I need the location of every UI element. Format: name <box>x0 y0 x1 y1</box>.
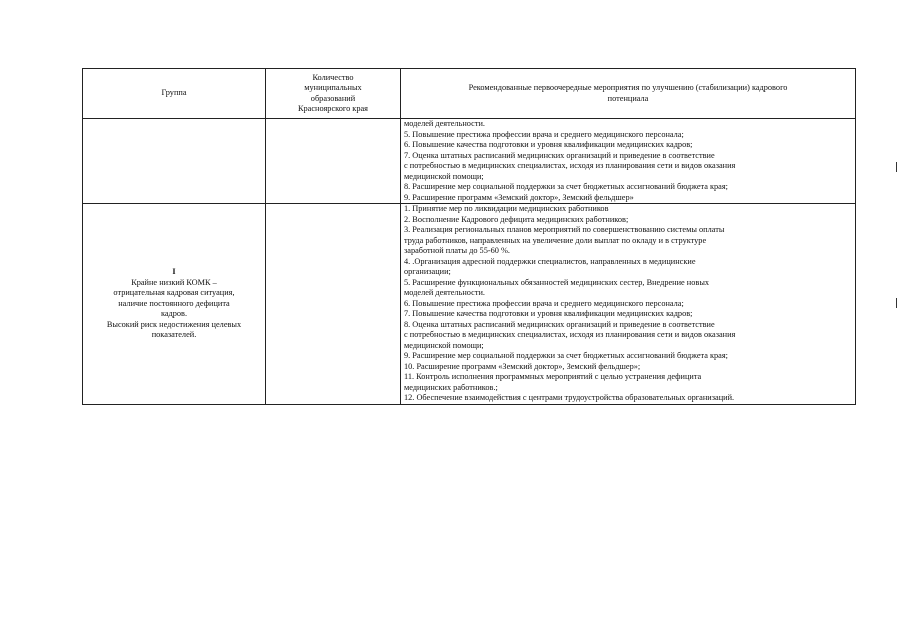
count-cell <box>266 204 401 405</box>
measure-line: 7. Оценка штатных расписаний медицинских организаций и приведение в соответствие <box>404 150 715 160</box>
group-cell <box>83 119 266 204</box>
margin-mark <box>896 162 897 172</box>
measure-line: 6. Повышение престижа профессии врача и среднего медицинского персонала; <box>404 298 684 308</box>
group-description-line: Крайне низкий КОМК – <box>131 277 217 287</box>
measures-cell <box>401 204 856 405</box>
measure-line: 7. Повышение качества подготовки и уровня квалификации медицинских кадров; <box>404 309 693 318</box>
measure-line: 12. Обеспечение взаимодействия с центрами трудоустройства образовательных организаций. <box>404 393 735 402</box>
measure-line: 4. .Организация адресной поддержки специалистов, направленных в медицинские <box>404 256 696 266</box>
measure-line: 8. Расширение мер социальной поддержки за счет бюджетных ассигнований бюджета края; <box>404 182 728 191</box>
header-count <box>266 69 401 119</box>
group-number: I <box>172 267 176 276</box>
measure-line: медицинских работников.; <box>404 382 498 392</box>
header-group: Группа <box>83 69 266 119</box>
measure-line: моделей деятельности. <box>404 119 485 128</box>
measure-line: 11. Контроль исполнения программных мероприятий с целью устранения дефицита <box>404 372 702 381</box>
measure-line: моделей деятельности. <box>404 288 485 297</box>
table-row <box>83 204 856 405</box>
header-recommended <box>401 69 856 119</box>
header-count-line: Количество <box>312 72 354 82</box>
group-description-line: наличие постоянного дефицита <box>118 298 230 308</box>
header-count-line: образований <box>310 93 356 103</box>
measures-cell <box>401 119 856 204</box>
measure-line: 9. Расширение программ «Земский доктор», Земский фельдшер» <box>404 192 634 202</box>
group-description-line: кадров. <box>160 309 188 318</box>
measure-line: 6. Повышение качества подготовки и уровня квалификации медицинских кадров; <box>404 140 693 149</box>
header-recommended-line: Рекомендованные первоочередные мероприятия по улучшению (стабилизации) кадрового <box>468 83 788 92</box>
table-header-row <box>83 69 856 119</box>
measure-line: заработной платы до 55-60 %. <box>404 246 510 255</box>
group-description-line: Высокий риск недостижения целевых <box>106 319 242 329</box>
header-recommended-line: потенциала <box>607 93 649 103</box>
group-description-line: отрицательная кадровая ситуация, <box>113 288 235 297</box>
measure-line: 3. Реализация региональных планов мероприятий по совершенствованию системы оплаты <box>404 225 725 234</box>
measure-line: с потребностью в медицинских специалистах, исходя из планирования сети и видов оказания <box>404 330 736 339</box>
count-cell <box>266 119 401 204</box>
measures-table <box>82 68 856 405</box>
measure-line: с потребностью в медицинских специалистах, исходя из планирования сети и видов оказания <box>404 161 736 170</box>
measure-line: труда работников, направленных на увеличение доли выплат по окладу и в структуре <box>404 235 707 245</box>
measure-line: 1. Принятие мер по ликвидации медицинских работников <box>404 204 609 213</box>
header-count-line: Красноярского края <box>298 104 368 113</box>
measure-line: 9. Расширение мер социальной поддержки за счет бюджетных ассигнований бюджета края; <box>404 351 728 360</box>
group-cell <box>83 204 266 405</box>
measure-line: медицинской помощи; <box>404 340 484 350</box>
header-count-line: муниципальных <box>304 83 362 92</box>
measure-line: 8. Оценка штатных расписаний медицинских организаций и приведение в соответствие <box>404 319 715 329</box>
measure-line: организации; <box>404 267 451 276</box>
measure-line: медицинской помощи; <box>404 171 484 181</box>
measure-line: 10. Расширение программ «Земский доктор», Земский фельдшер»; <box>404 361 641 371</box>
measure-line: 5. Повышение престижа профессии врача и среднего медицинского персонала; <box>404 129 684 139</box>
group-description-line: показателей. <box>151 330 197 339</box>
measure-line: 2. Восполнение Кадрового дефицита медицинских работников; <box>404 214 629 224</box>
table-row <box>83 119 856 204</box>
margin-mark <box>896 298 897 308</box>
measure-line: 5. Расширение функциональных обязанностей медицинских сестер, Внедрение новых <box>404 277 710 287</box>
